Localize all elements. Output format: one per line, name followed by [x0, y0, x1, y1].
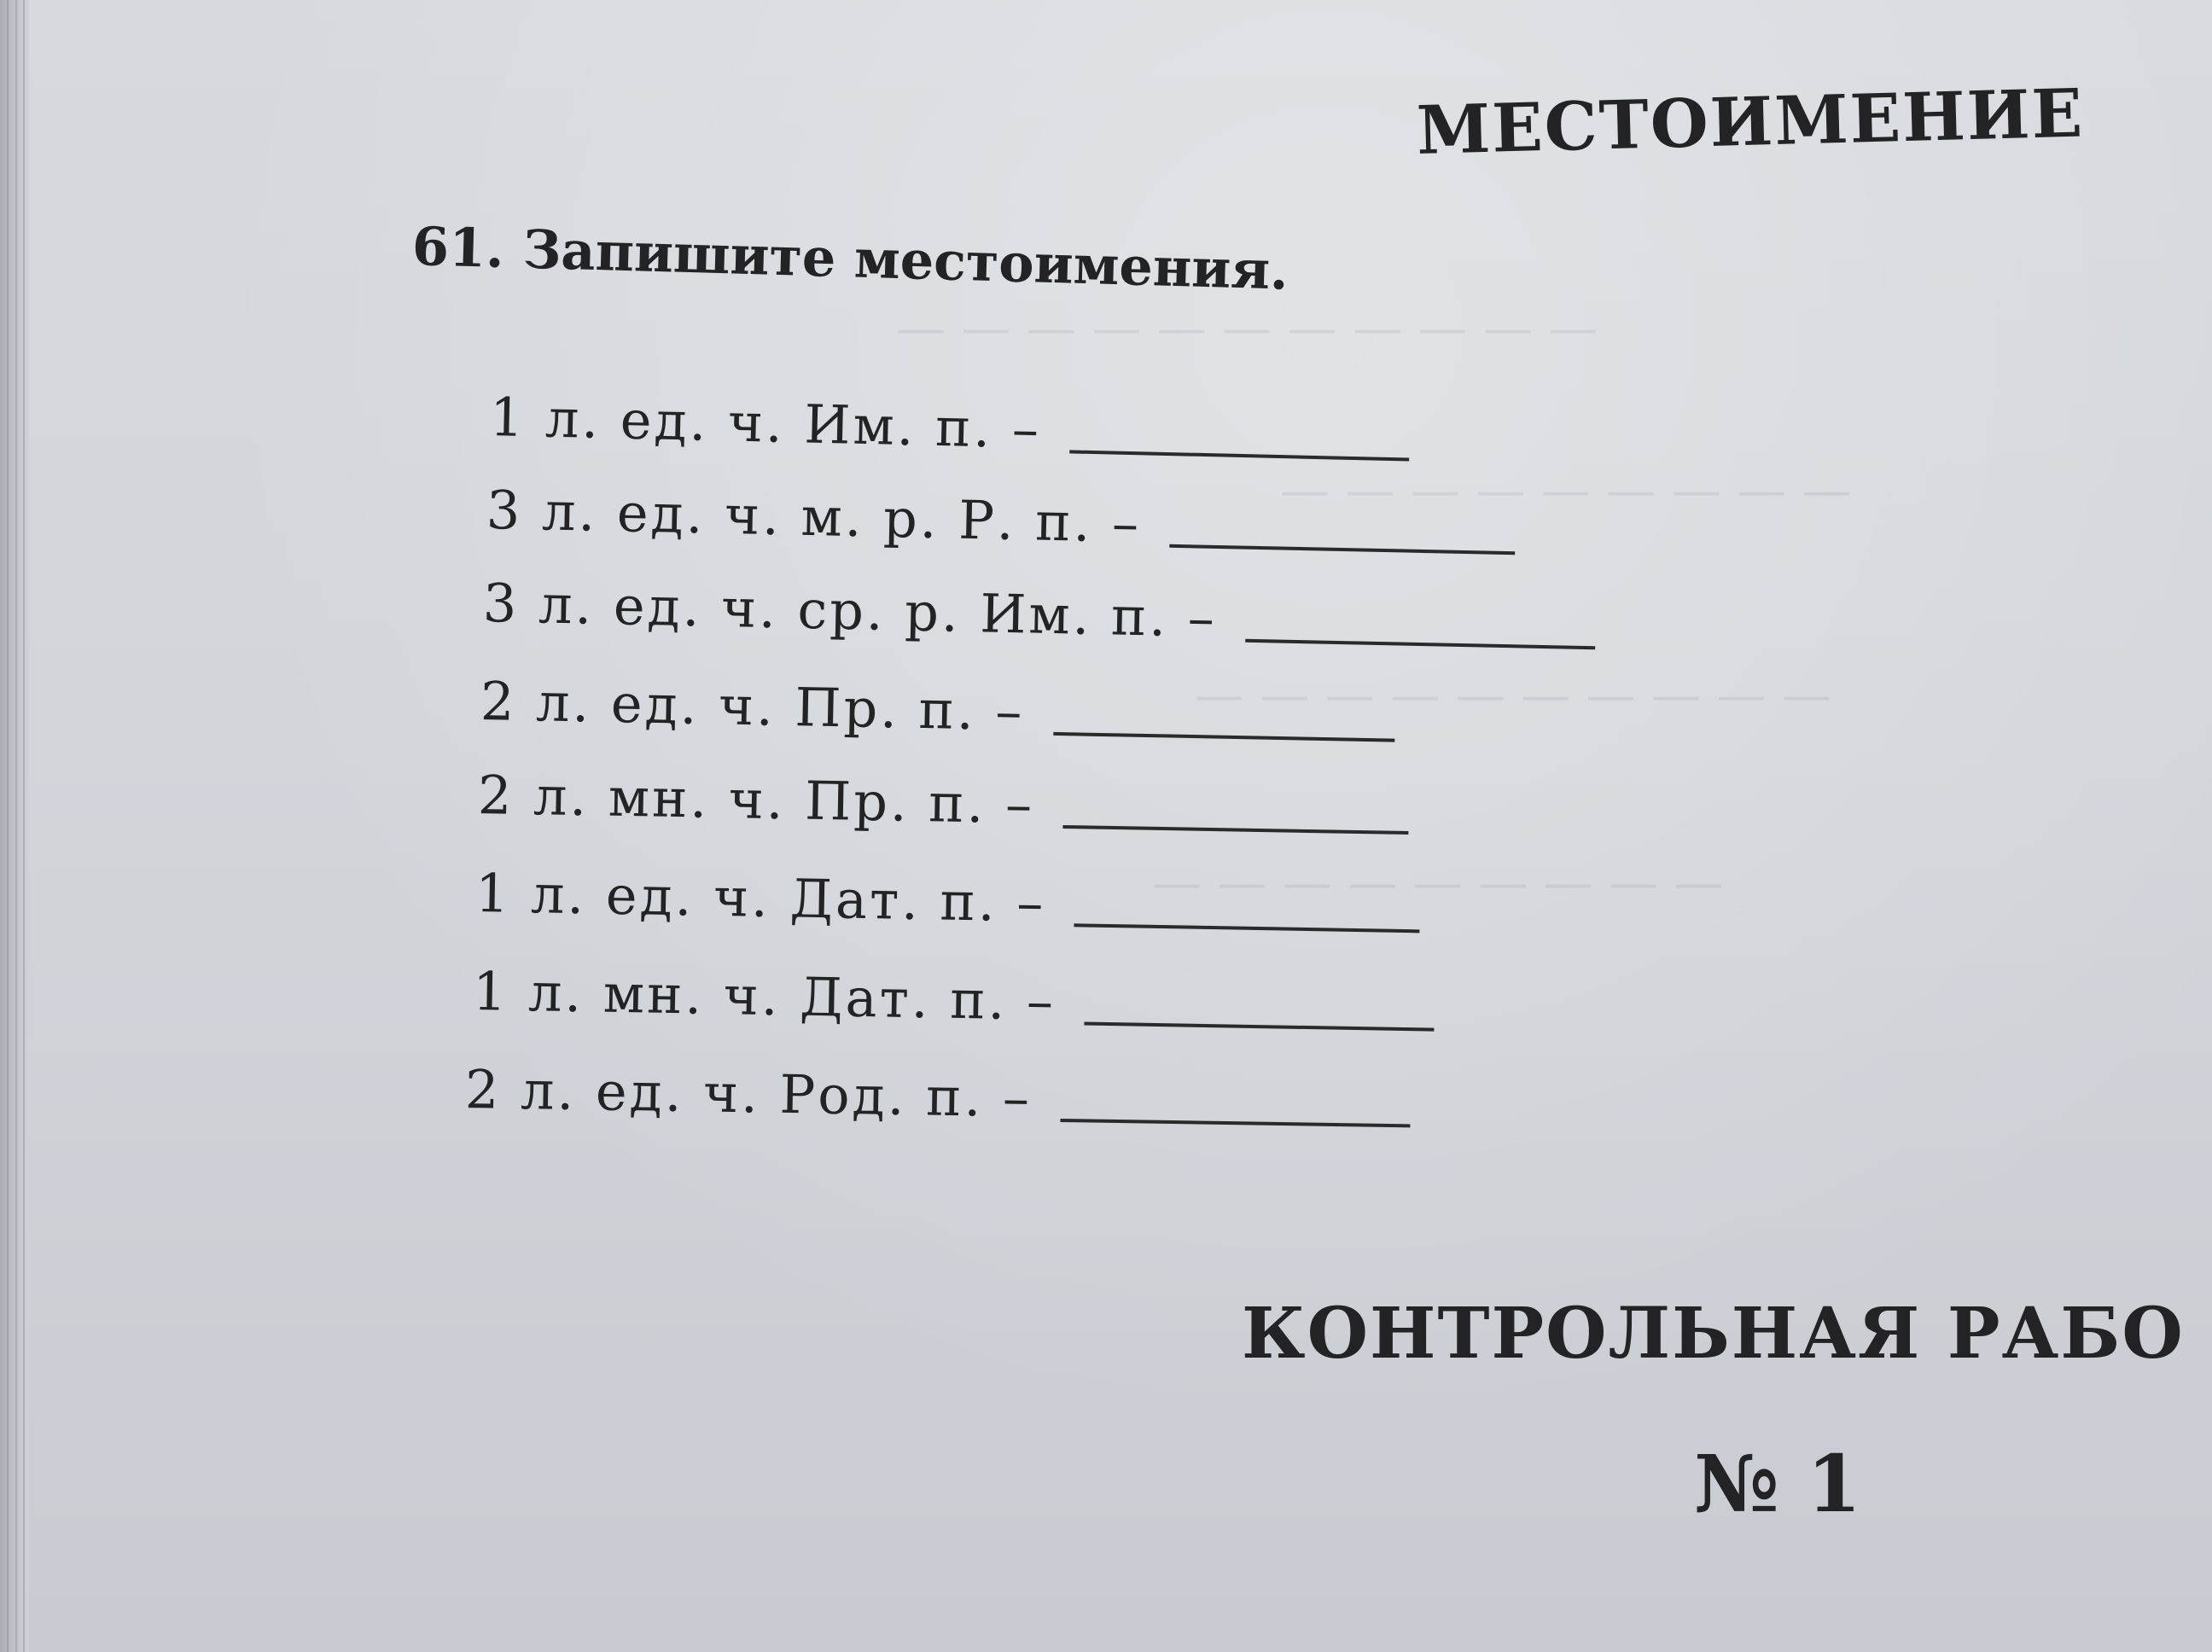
answer-blank[interactable]	[1085, 1022, 1435, 1032]
answer-blank[interactable]	[1245, 639, 1595, 650]
task-row	[464, 1058, 1411, 1135]
page-stack-edge	[0, 0, 29, 1652]
task-prompt: 1 л. ед. ч. Им. п. –	[489, 386, 1042, 461]
show-through-text: — — — — — — — — — —	[1195, 666, 1831, 724]
show-through-text: — — — — — — — — —	[1280, 461, 1852, 519]
task-prompt: 2 л. ед. ч. Род. п. –	[464, 1058, 1033, 1130]
task-row	[489, 386, 1410, 468]
section-title: МЕСТОИМЕНИЕ	[1415, 74, 2086, 170]
task-prompt: 1 л. ед. ч. Дат. п. –	[474, 862, 1047, 934]
show-through-text: — — — — — — — — — — —	[896, 299, 1598, 357]
task-row	[472, 960, 1435, 1039]
task-row	[477, 764, 1409, 842]
answer-blank[interactable]	[1074, 923, 1420, 933]
answer-blank[interactable]	[1069, 450, 1409, 461]
answer-blank[interactable]	[1170, 544, 1516, 555]
exercise-heading	[411, 215, 1289, 302]
page-edge-line	[15, 0, 17, 1652]
task-prompt: 1 л. мн. ч. Дат. п. –	[472, 960, 1057, 1032]
show-through-text: — — — — — — — — —	[1152, 853, 1724, 911]
exercise-number: 61.	[410, 215, 505, 280]
task-prompt: 3 л. ед. ч. ср. р. Им. п. –	[482, 572, 1218, 650]
task-prompt: 2 л. мн. ч. Пр. п. –	[477, 764, 1035, 836]
next-section-number: № 1	[1694, 1438, 1862, 1530]
page-edge-line	[23, 0, 25, 1652]
exercise-instruction: Запишите местоимения.	[521, 218, 1289, 302]
answer-blank[interactable]	[1061, 1119, 1411, 1127]
page-edge-line	[7, 0, 9, 1652]
task-prompt: 3 л. ед. ч. м. р. Р. п. –	[486, 479, 1142, 556]
next-section-title: КОНТРОЛЬНАЯ РАБО	[1242, 1293, 2185, 1375]
task-prompt: 2 л. ед. ч. Пр. п. –	[480, 670, 1026, 743]
answer-blank[interactable]	[1063, 825, 1409, 835]
task-row	[482, 572, 1596, 657]
answer-blank[interactable]	[1053, 732, 1394, 742]
